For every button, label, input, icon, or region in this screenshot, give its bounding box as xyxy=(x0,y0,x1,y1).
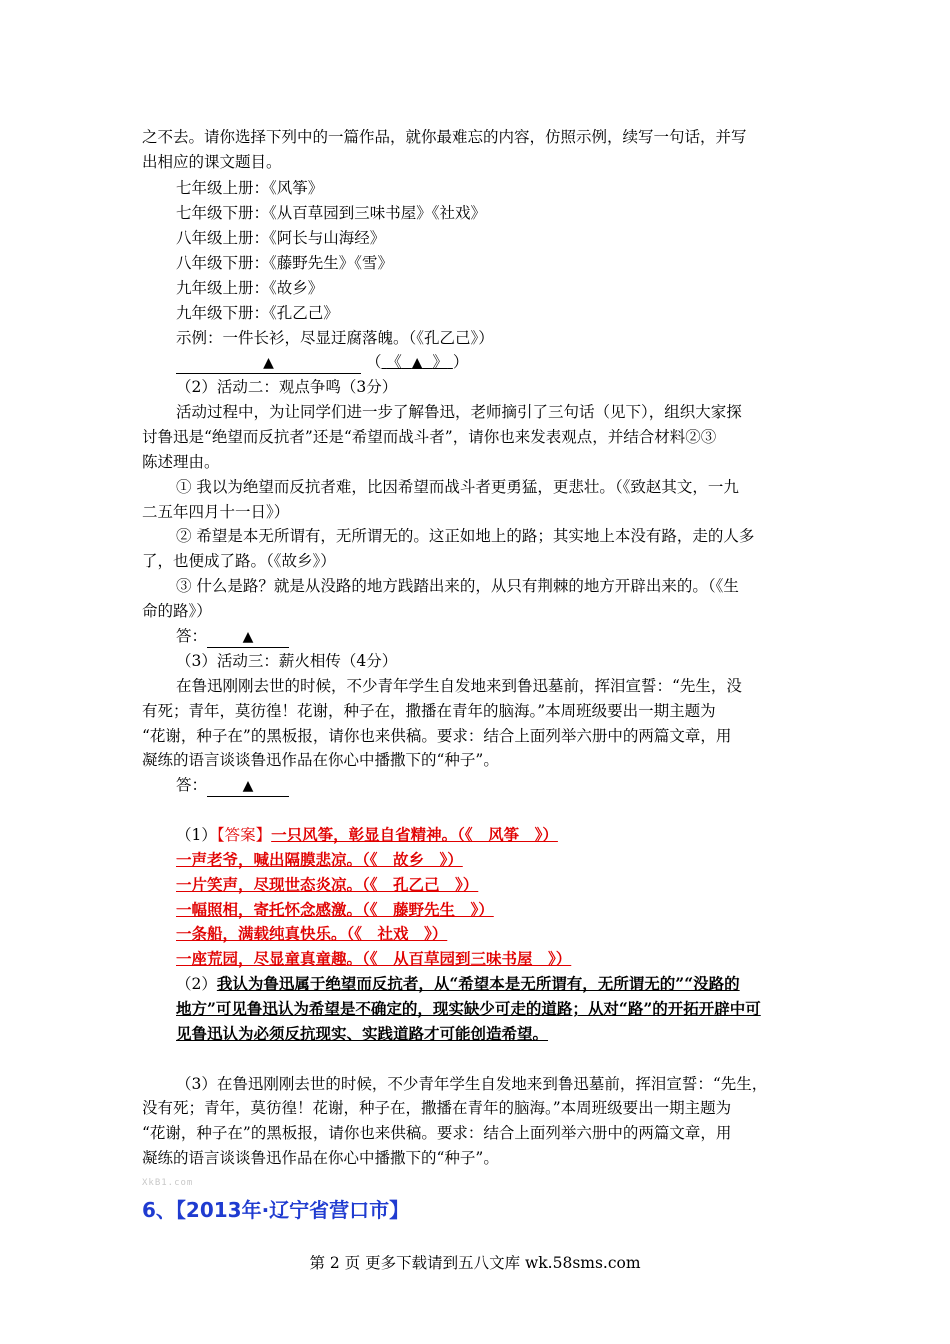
intro-line-1: 之不去。请你选择下列中的一篇作品，就你最难忘的内容，仿照示例，续写一句话，并写 xyxy=(142,128,747,146)
quote-line: ① 我以为绝望而反抗者难，比因希望而战斗者更勇猛，更悲壮。（《致赵其文，一九 xyxy=(176,478,739,496)
answer-part2-line xyxy=(176,974,740,994)
answer-prefix: （1） xyxy=(176,826,217,844)
activity3-body: 凝练的语言谈谈鲁迅作品在你心中播撒下的“种子”。 xyxy=(142,751,499,769)
intro-line-2: 出相应的课文题目。 xyxy=(142,153,282,171)
answer-item: 一条船，满载纯真快乐。（《 社戏 》） xyxy=(176,924,448,943)
activity3-body: “花谢，种子在”的黑板报，请你也来供稿。要求：结合上面列举六册中的两篇文章，用 xyxy=(142,727,732,745)
answer-part3-text: 凝练的语言谈谈鲁迅作品在你心中播撒下的“种子”。 xyxy=(142,1149,499,1167)
answer-part3-text: 没有死；青年，莫彷徨！花谢，种子在，撒播在青年的脑海。”本周班级要出一期主题为 xyxy=(142,1099,732,1117)
quote-line: 命的路》） xyxy=(142,602,212,620)
grade-line: 八年级上册：《阿长与山海经》 xyxy=(176,229,386,247)
answer-item: 一片笑声，尽现世态炎凉。（《 孔乙己 》） xyxy=(176,875,479,894)
activity3-body: 有死；青年，莫彷徨！花谢，种子在，撒播在青年的脑海。”本周班级要出一期主题为 xyxy=(142,702,716,720)
answer-label: 答： xyxy=(176,776,208,794)
triangle-icon: ▲ xyxy=(242,629,254,645)
activity2-answer xyxy=(176,626,289,648)
quote-line: 二五年四月十一日》） xyxy=(142,503,290,521)
answer-part2-text: 地方”可见鲁迅认为希望是不确定的，现实缺少可走的道路；从对“路”的开拓开辟中可 xyxy=(176,999,761,1018)
paren-open: （ xyxy=(365,353,382,371)
activity2-body: 讨鲁迅是“绝望而反抗者”还是“希望而战斗者”，请你也来发表观点，并结合材料②③ xyxy=(142,428,717,446)
page-footer: 第 2 页 更多下载请到五八文库 wk.58sms.com xyxy=(309,1254,641,1272)
activity2-body: 陈述理由。 xyxy=(142,453,220,471)
answer-item: 一幅照相，寄托怀念感激。（《 藤野先生 》） xyxy=(176,900,494,919)
grade-line: 九年级上册：《故乡》 xyxy=(176,279,324,297)
answer-blank[interactable] xyxy=(176,352,361,374)
activity2-body: 活动过程中，为让同学们进一步了解鲁迅，老师摘引了三句话（见下），组织大家探 xyxy=(176,403,742,421)
section-heading: 6、【2013年·辽宁省营口市】 xyxy=(142,1198,410,1222)
answer-item: 一声老爷，喊出隔膜悲凉。（《 故乡 》） xyxy=(176,850,463,869)
book-open: 《 xyxy=(386,353,402,371)
activity3-answer xyxy=(176,775,289,797)
answer-part2-text: 我认为鲁迅属于绝望而反抗者，从“希望本是无所谓有，无所谓无的”“没路的 xyxy=(216,974,740,993)
answer-tag: 【答案】 xyxy=(216,826,272,844)
grade-line: 七年级下册：《从百草园到三味书屋》《社戏》 xyxy=(176,204,487,222)
answer-blank[interactable] xyxy=(207,626,289,648)
grade-line: 七年级上册：《风筝》 xyxy=(176,179,324,197)
book-close: 》 xyxy=(432,353,448,371)
paren-close: ） xyxy=(452,353,469,371)
triangle-icon: ▲ xyxy=(411,355,423,371)
quote-line: ② 希望是本无所谓有，无所谓无的。这正如地上的路；其实地上本没有路，走的人多 xyxy=(176,527,755,545)
triangle-icon: ▲ xyxy=(242,778,254,794)
answer-part2-text: 见鲁迅认为必须反抗现实、实践道路才可能创造希望。 xyxy=(176,1024,549,1043)
answer-item: 一只风筝，彰显自省精神。（《 风筝 》） xyxy=(271,825,558,844)
quote-line: 了，也便成了路。（《故乡》） xyxy=(142,552,336,570)
answer-blank[interactable] xyxy=(207,775,289,797)
activity3-title: （3）活动三：薪火相传（4分） xyxy=(176,652,398,670)
activity3-body: 在鲁迅刚刚去世的时候，不少青年学生自发地来到鲁迅墓前，挥泪宣誓：“先生，没 xyxy=(176,677,742,695)
watermark: XkB1.com xyxy=(142,1178,194,1188)
answer-part3-text: “花谢，种子在”的黑板报，请你也来供稿。要求：结合上面列举六册中的两篇文章，用 xyxy=(142,1124,732,1142)
quote-line: ③ 什么是路？就是从没路的地方践踏出来的，从只有荆棘的地方开辟出来的。（《生 xyxy=(176,577,739,595)
answer-part2-prefix: （2） xyxy=(176,975,217,993)
triangle-icon: ▲ xyxy=(263,355,274,371)
answer-line-1 xyxy=(176,825,558,845)
answer-label: 答： xyxy=(176,627,208,645)
answer-part3-text: （3）在鲁迅刚刚去世的时候，不少青年学生自发地来到鲁迅墓前，挥泪宣誓：“先生， xyxy=(176,1075,768,1093)
grade-line: 八年级下册：《藤野先生》《雪》 xyxy=(176,254,394,272)
answer-blank-line xyxy=(176,352,468,374)
answer-item: 一座荒园，尽显童真童趣。（《 从百草园到三味书屋 》） xyxy=(176,949,572,968)
example-line: 示例：一件长衫，尽显迂腐落魄。（《孔乙己》） xyxy=(176,329,494,347)
activity2-title: （2）活动二：观点争鸣（3分） xyxy=(176,378,398,396)
grade-line: 九年级下册：《孔乙己》 xyxy=(176,304,339,322)
title-blank[interactable] xyxy=(381,353,452,371)
